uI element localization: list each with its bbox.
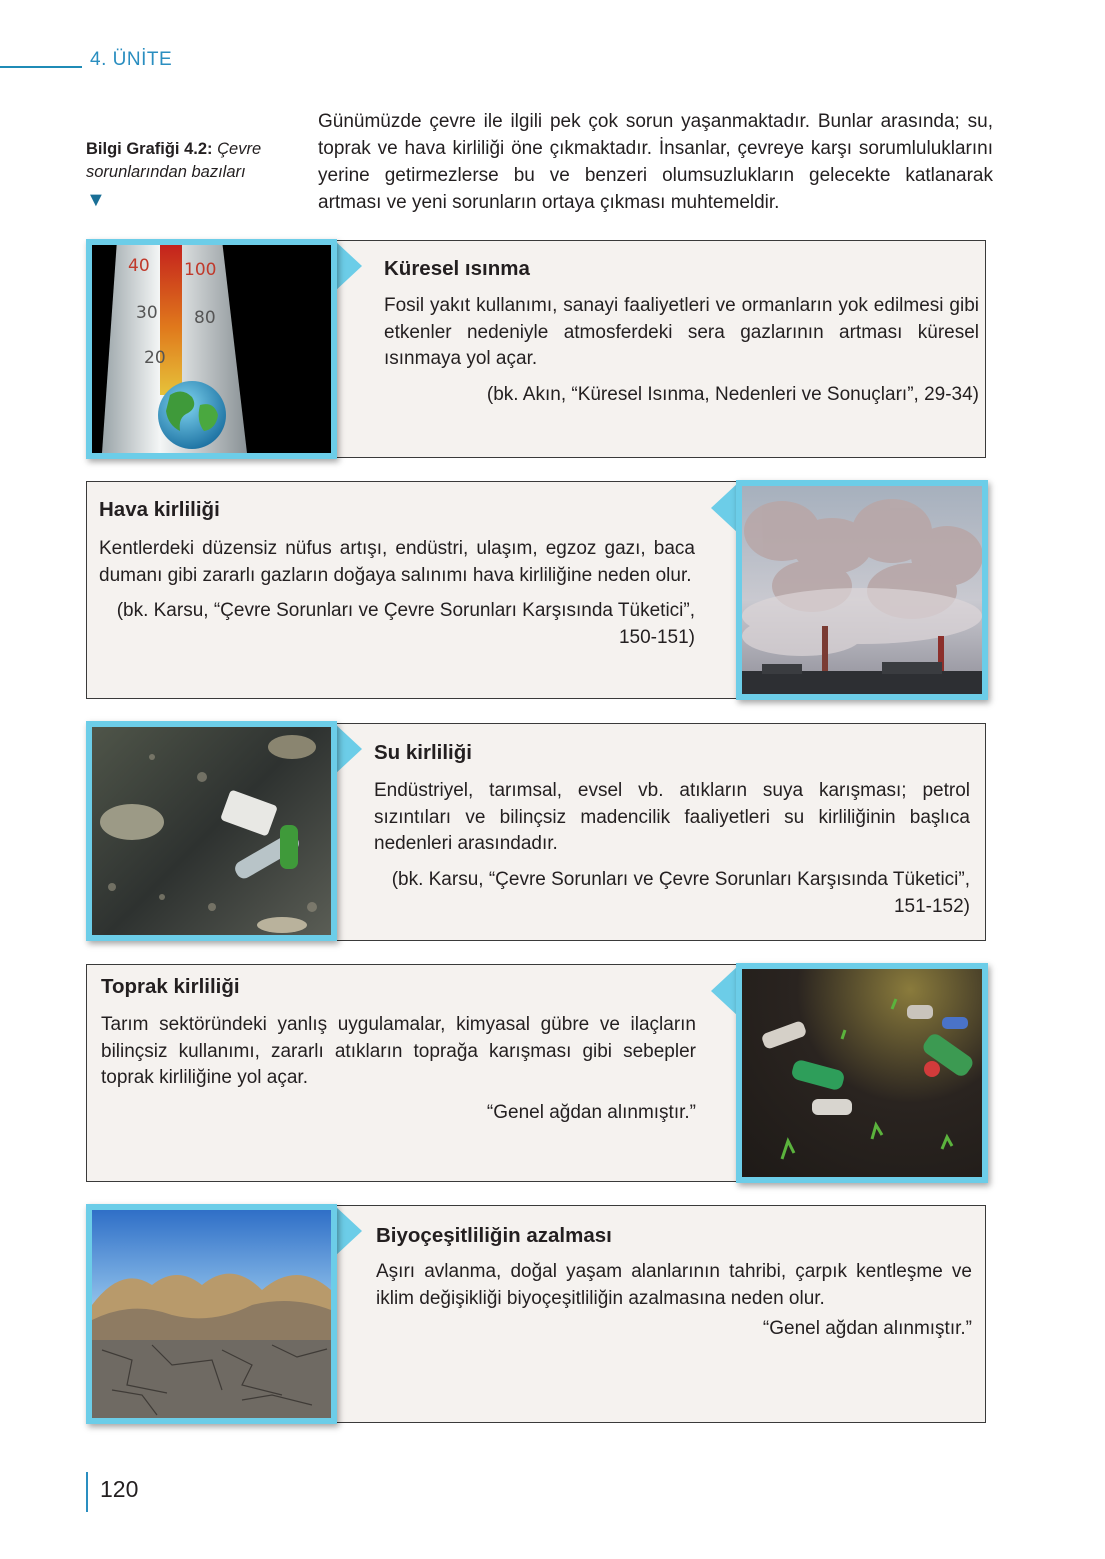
pointer-arrow	[334, 723, 362, 775]
dry-cracked-land-icon	[92, 1210, 331, 1418]
water-pollution-photo	[86, 721, 337, 941]
figure-caption	[86, 138, 296, 210]
section-global-warming	[335, 240, 986, 458]
section-text: Endüstriyel, tarımsal, evsel vb. atıkların suya karışması; petrol sızıntıları ve bilinçsiz madencilik faaliyetleri su kirliliğinin başlıca nedenleri arasındadır.	[374, 780, 970, 854]
drought-landscape-photo	[86, 1204, 337, 1424]
section-reference: (bk. Akın, “Küresel Isınma, Nedenleri ve Sonuçları”, 29-34)	[486, 384, 979, 405]
section-reference: (bk. Karsu, “Çevre Sorunları ve Çevre Sorunları Karşısında Tüketici”, 151-152)	[391, 869, 970, 917]
page-number-rule	[86, 1472, 88, 1512]
smokestacks-photo	[736, 480, 988, 700]
page-number: 120	[100, 1476, 139, 1502]
section-reference: “Genel ağdan alınmıştır.”	[486, 1102, 696, 1123]
section-title: Su kirliliği	[374, 741, 472, 764]
batteries-in-soil-icon	[742, 969, 982, 1177]
section-reference: “Genel ağdan alınmıştır.”	[762, 1318, 972, 1339]
scale-100: 100	[184, 260, 217, 280]
scale-80: 80	[194, 308, 216, 328]
section-water-pollution	[335, 723, 986, 941]
section-title: Hava kirliliği	[99, 498, 220, 521]
pointer-arrow	[711, 482, 739, 534]
section-text: Fosil yakıt kullanımı, sanayi faaliyetleri ve ormanların yok edilmesi gibi etkenler nedeniyle atmosferdeki sera gazlarının artması küresel ısınmaya yol açar.	[384, 295, 979, 369]
unit-header: 4. ÜNİTE	[90, 49, 173, 70]
polluted-water-icon	[92, 727, 331, 935]
factory-smoke-icon	[742, 486, 982, 694]
intro-paragraph: Günümüzde çevre ile ilgili pek çok sorun yaşanmaktadır. Bunlar arasında; su, toprak ve hava kirliliği öne çıkmaktadır. İnsanlar, çevreye karşı sorumluluklarını yerine getirmezlerse bu ve benzeri olumsuzlukların gelecekte katlanarak artması ve yeni sorunların ortaya çıkması muhtemeldir.	[318, 111, 993, 213]
scale-40: 40	[128, 256, 150, 276]
scale-20: 20	[144, 348, 166, 368]
caption-arrow-icon: ▼	[86, 189, 106, 211]
section-biodiversity-loss	[335, 1205, 986, 1423]
section-reference: (bk. Karsu, “Çevre Sorunları ve Çevre Sorunları Karşısında Tüketici”, 150-151)	[116, 600, 695, 648]
caption-label: Bilgi Grafiği 4.2:	[86, 140, 213, 158]
caption-title: Çevre sorunlarından bazıları	[86, 140, 262, 181]
pointer-arrow	[711, 965, 739, 1017]
section-text: Aşırı avlanma, doğal yaşam alanlarının tahribi, çarpık kentleşme ve iklim değişikliği biyoçeşitliliğin azalmasına neden olur.	[376, 1261, 972, 1309]
section-text: Tarım sektöründeki yanlış uygulamalar, kimyasal gübre ve ilaçların bilinçsiz kullanımı, zararlı atıkların toprağa karışması gibi sebepler toprak kirliliğine yol açar.	[101, 1014, 696, 1088]
section-title: Biyoçeşitliliğin azalması	[376, 1224, 612, 1247]
section-text: Kentlerdeki düzensiz nüfus artışı, endüstri, ulaşım, egzoz gazı, baca dumanı gibi zararlı gazların doğaya salınımı hava kirliliğine neden olur.	[99, 538, 695, 586]
battery-soil-photo	[736, 963, 988, 1183]
pointer-arrow	[334, 240, 362, 292]
scale-30: 30	[136, 303, 158, 323]
section-air-pollution	[86, 481, 737, 699]
section-title: Küresel ısınma	[384, 257, 530, 280]
section-title: Toprak kirliliği	[101, 975, 240, 998]
section-soil-pollution	[86, 964, 737, 1182]
thermometer-photo	[86, 239, 337, 459]
header-rule	[0, 66, 82, 68]
pointer-arrow	[334, 1205, 362, 1257]
thermometer-icon	[92, 245, 331, 453]
